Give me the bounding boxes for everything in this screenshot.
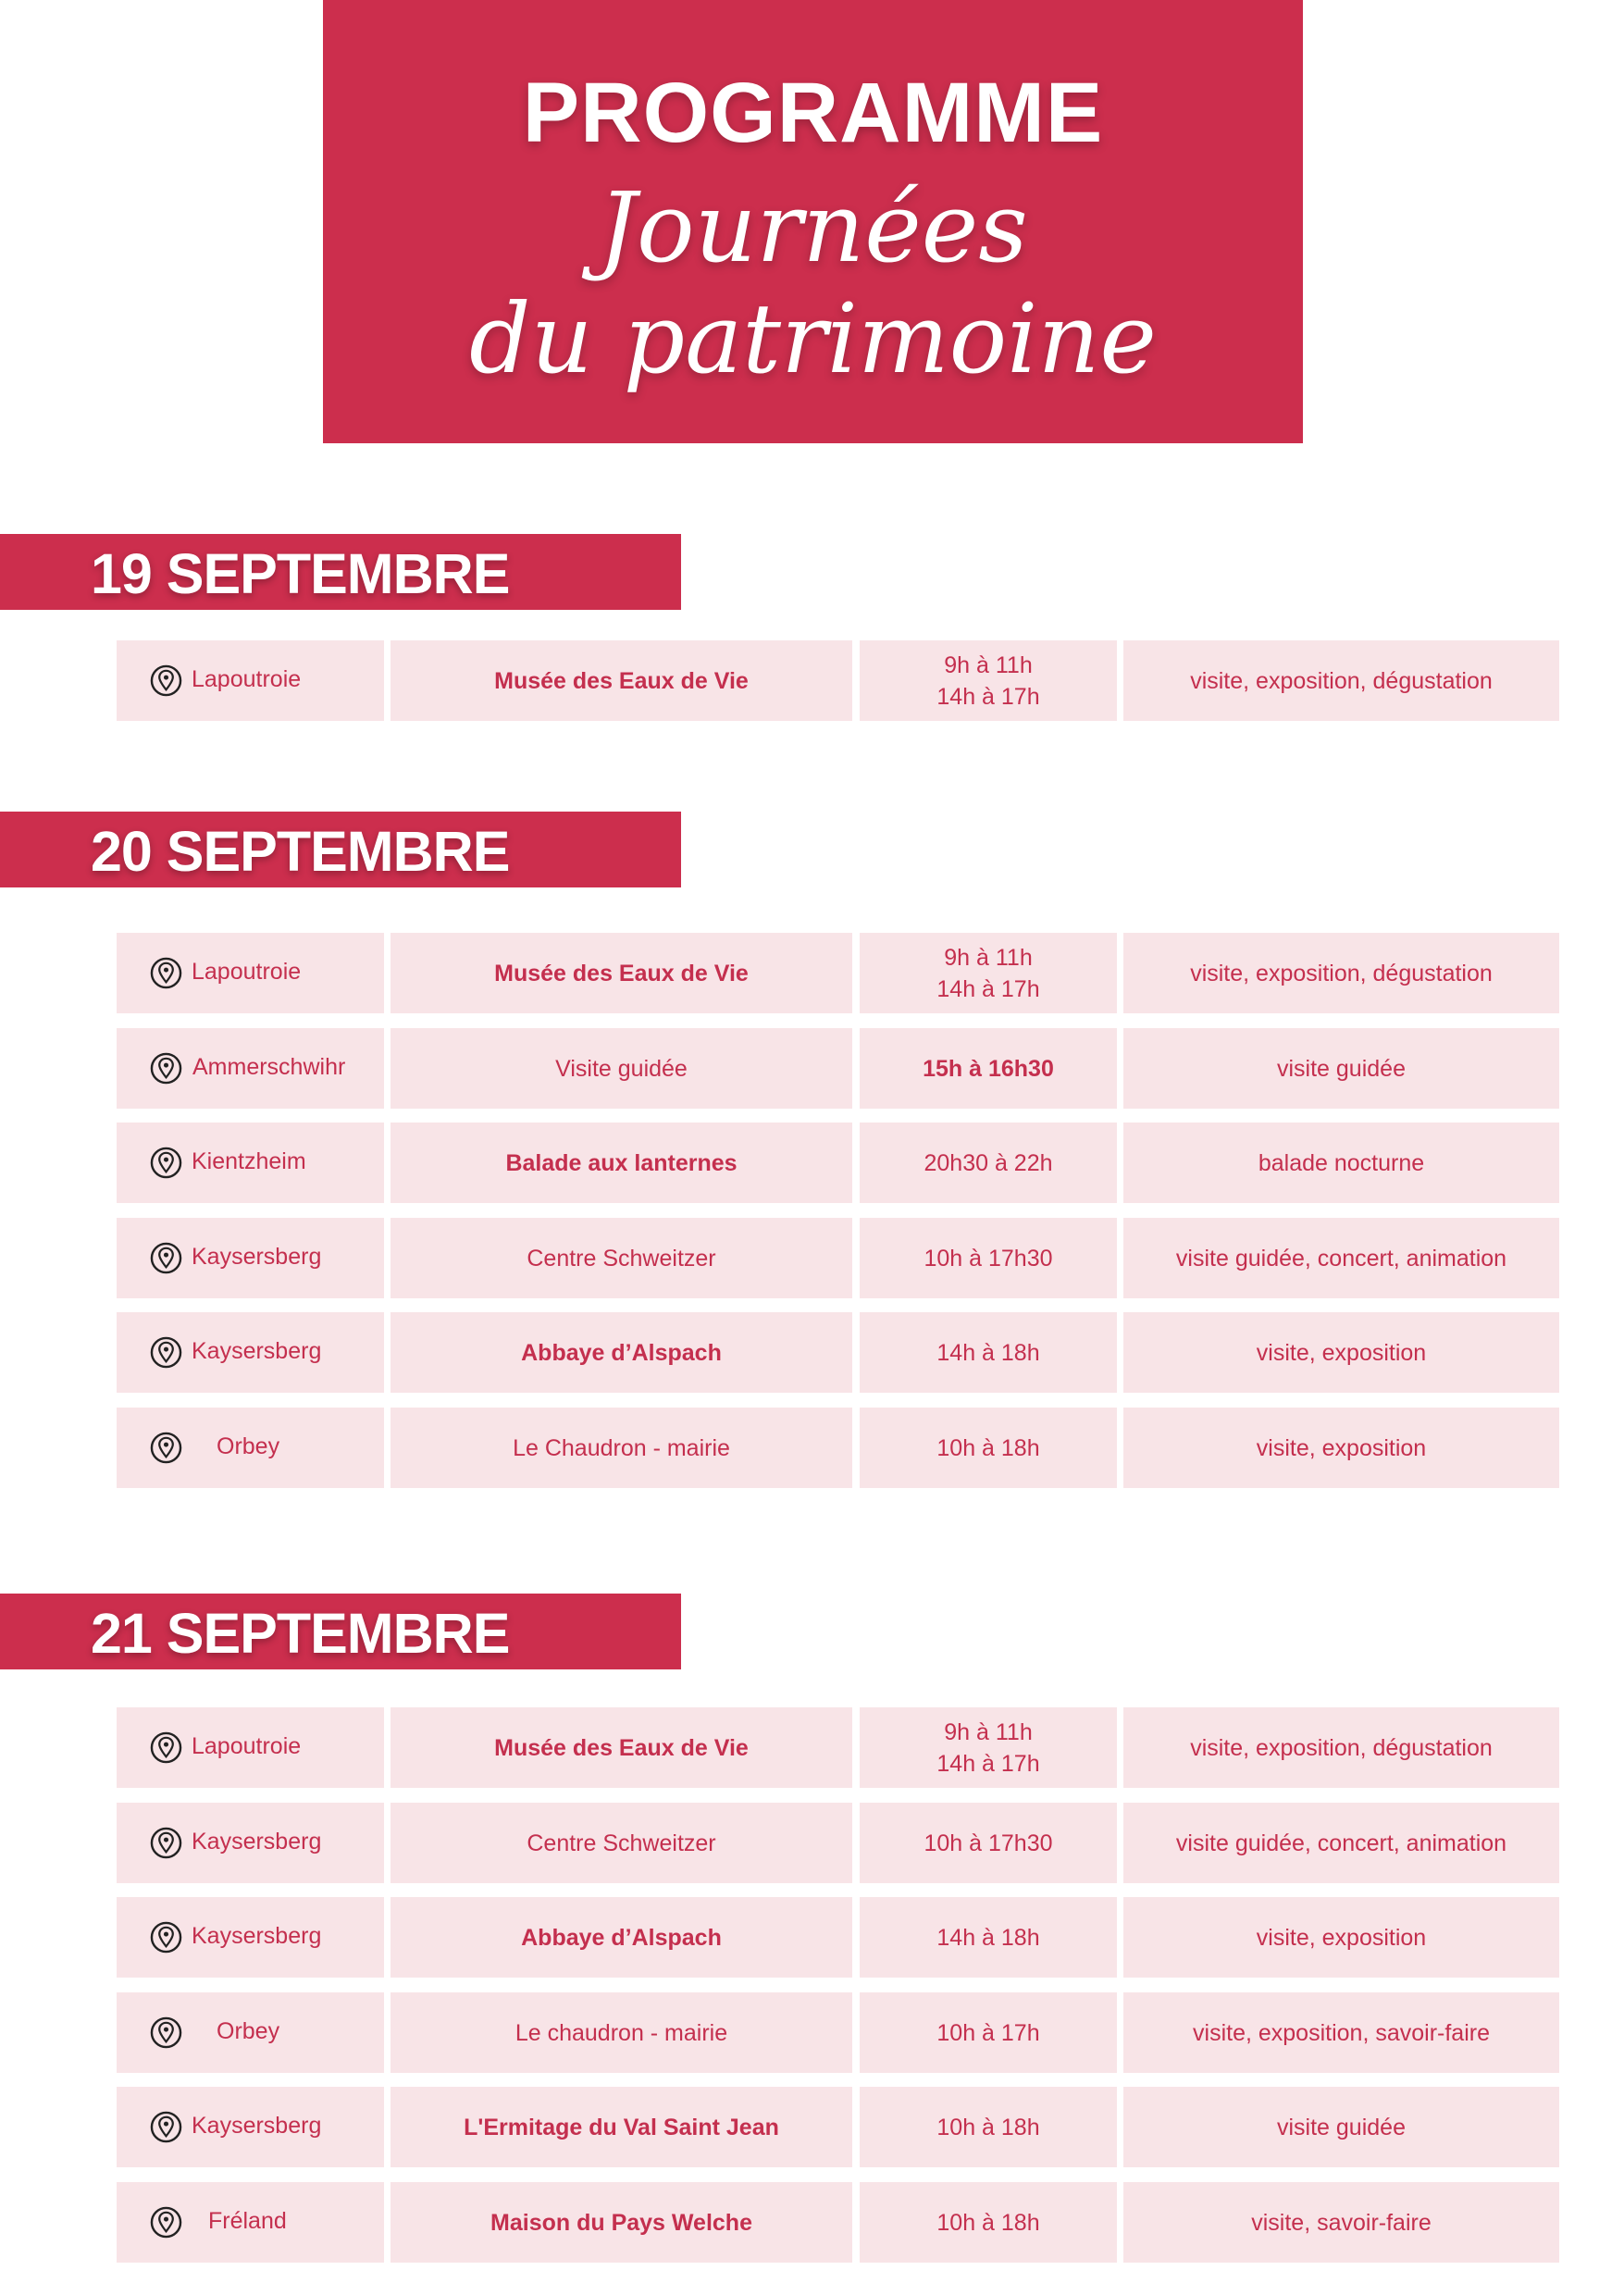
hours-cell: 10h à 18h (860, 1408, 1117, 1488)
place-cell (117, 1028, 384, 1109)
place-name: Kientzheim (192, 1148, 306, 1174)
place-name: Orbey (217, 1433, 280, 1459)
program-row (117, 1803, 1559, 1883)
activity-cell: visite, savoir-faire (1123, 2182, 1559, 2263)
hours-cell: 9h à 11h 14h à 17h (860, 640, 1117, 721)
venue-cell: Maison du Pays Welche (391, 2182, 852, 2263)
header-banner (323, 0, 1303, 443)
place-name: Lapoutroie (192, 1733, 302, 1759)
venue-cell: Centre Schweitzer (391, 1803, 852, 1883)
place-cell (117, 1992, 384, 2073)
place-name: Kaysersberg (192, 1244, 322, 1270)
venue-cell: Le Chaudron - mairie (391, 1408, 852, 1488)
activity-cell: visite, exposition, dégustation (1123, 640, 1559, 721)
place-name: Fréland (208, 2208, 287, 2234)
location-pin-icon (150, 2111, 182, 2143)
place-name: Kaysersberg (192, 1923, 322, 1949)
hours-cell: 10h à 18h (860, 2182, 1117, 2263)
location-pin-icon (150, 1921, 182, 1954)
location-pin-icon (150, 1432, 182, 1464)
hours-cell: 15h à 16h30 (860, 1028, 1117, 1109)
program-row (117, 1897, 1559, 1978)
hours-cell: 20h30 à 22h (860, 1123, 1117, 1203)
venue-cell: Abbaye d’Alspach (391, 1312, 852, 1393)
venue-cell: Musée des Eaux de Vie (391, 640, 852, 721)
location-pin-icon (150, 1827, 182, 1859)
venue-cell: Abbaye d’Alspach (391, 1897, 852, 1978)
day-label: 21 SEPTEMBRE (91, 1602, 510, 1665)
place-cell (117, 640, 384, 721)
activity-cell: balade nocturne (1123, 1123, 1559, 1203)
activity-cell: visite, exposition (1123, 1408, 1559, 1488)
hours-cell: 14h à 18h (860, 1897, 1117, 1978)
venue-cell: Centre Schweitzer (391, 1218, 852, 1298)
day-banner (0, 812, 681, 887)
venue-cell: L'Ermitage du Val Saint Jean (391, 2087, 852, 2167)
program-row (117, 1028, 1559, 1109)
place-cell (117, 1123, 384, 1203)
venue-cell: Musée des Eaux de Vie (391, 1707, 852, 1788)
hours-cell: 9h à 11h 14h à 17h (860, 933, 1117, 1013)
location-pin-icon (150, 2206, 182, 2239)
place-cell (117, 1312, 384, 1393)
program-row (117, 933, 1559, 1013)
place-name: Lapoutroie (192, 666, 302, 692)
activity-cell: visite, exposition (1123, 1312, 1559, 1393)
day-label: 20 SEPTEMBRE (91, 820, 510, 883)
place-name: Orbey (217, 2018, 280, 2044)
activity-cell: visite, exposition (1123, 1897, 1559, 1978)
hours-cell: 10h à 18h (860, 2087, 1117, 2167)
location-pin-icon (150, 1052, 182, 1085)
location-pin-icon (150, 1336, 182, 1369)
header-title-line2: du patrimoine (469, 282, 1157, 395)
day-banner (0, 534, 681, 610)
place-cell (117, 2182, 384, 2263)
program-row (117, 1408, 1559, 1488)
place-name: Lapoutroie (192, 959, 302, 985)
place-cell (117, 1897, 384, 1978)
location-pin-icon (150, 664, 182, 697)
location-pin-icon (150, 957, 182, 989)
venue-cell: Le chaudron - mairie (391, 1992, 852, 2073)
location-pin-icon (150, 1731, 182, 1764)
activity-cell: visite guidée (1123, 1028, 1559, 1109)
hours-cell: 10h à 17h30 (860, 1803, 1117, 1883)
program-row (117, 2087, 1559, 2167)
header-kicker: PROGRAMME (522, 66, 1104, 160)
hours-cell: 9h à 11h 14h à 17h (860, 1707, 1117, 1788)
place-cell (117, 1707, 384, 1788)
program-row (117, 1992, 1559, 2073)
location-pin-icon (150, 1147, 182, 1179)
venue-cell: Balade aux lanternes (391, 1123, 852, 1203)
activity-cell: visite guidée (1123, 2087, 1559, 2167)
place-cell (117, 1803, 384, 1883)
hours-cell: 10h à 17h (860, 1992, 1117, 2073)
day-label: 19 SEPTEMBRE (91, 542, 510, 605)
place-name: Kaysersberg (192, 1338, 322, 1364)
hours-cell: 10h à 17h30 (860, 1218, 1117, 1298)
activity-cell: visite, exposition, dégustation (1123, 1707, 1559, 1788)
hours-cell: 14h à 18h (860, 1312, 1117, 1393)
header-title-line1: Journées (598, 171, 1028, 284)
place-name: Kaysersberg (192, 1829, 322, 1855)
place-cell (117, 1408, 384, 1488)
place-cell (117, 1218, 384, 1298)
place-cell (117, 2087, 384, 2167)
program-row (117, 640, 1559, 721)
place-name: Kaysersberg (192, 2113, 322, 2139)
program-row (117, 2182, 1559, 2263)
program-row (117, 1312, 1559, 1393)
place-cell (117, 933, 384, 1013)
location-pin-icon (150, 1242, 182, 1274)
location-pin-icon (150, 2016, 182, 2049)
venue-cell: Visite guidée (391, 1028, 852, 1109)
activity-cell: visite guidée, concert, animation (1123, 1218, 1559, 1298)
day-banner (0, 1594, 681, 1669)
activity-cell: visite guidée, concert, animation (1123, 1803, 1559, 1883)
activity-cell: visite, exposition, savoir-faire (1123, 1992, 1559, 2073)
place-name: Ammerschwihr (192, 1054, 346, 1080)
venue-cell: Musée des Eaux de Vie (391, 933, 852, 1013)
program-row (117, 1218, 1559, 1298)
program-row (117, 1707, 1559, 1788)
program-row (117, 1123, 1559, 1203)
activity-cell: visite, exposition, dégustation (1123, 933, 1559, 1013)
